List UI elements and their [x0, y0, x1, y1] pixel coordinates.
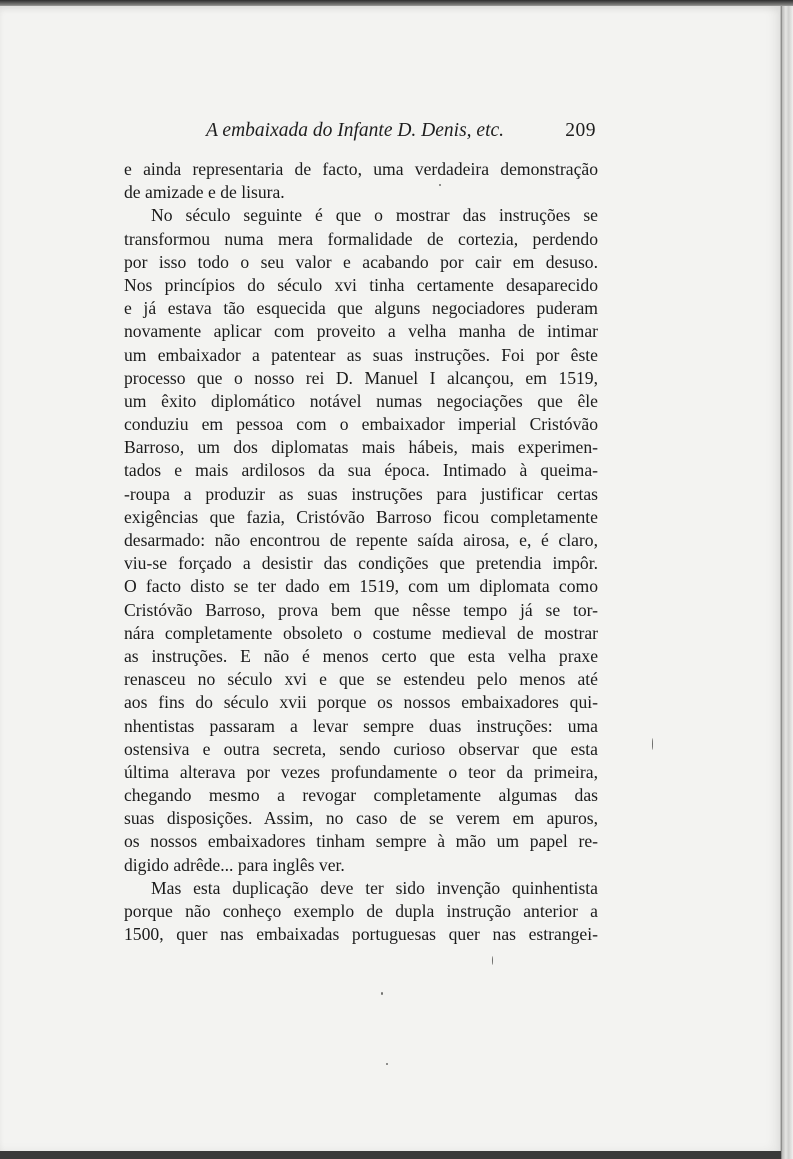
text-line: nhentistas passaram a levar sempre duas instruções: uma: [124, 715, 598, 736]
text-line: No século seguinte é que o mostrar das instruções se: [151, 205, 598, 226]
paper-speck: [381, 992, 383, 995]
text-line: um êxito diplomático notável numas negociações que êle: [124, 390, 598, 411]
text-line: suas disposições. Assim, no caso de se verem em apuros,: [124, 808, 598, 829]
text-line: conduziu em pessoa com o embaixador imperial Cristóvão: [124, 414, 598, 435]
text-line: digido adrêde... para inglês ver.: [124, 854, 345, 875]
text-line: as instruções. E não é menos certo que esta velha praxe: [124, 645, 598, 666]
text-line: processo que o nosso rei D. Manuel I alcançou, em 1519,: [124, 367, 598, 388]
text-line: e ainda representaria de facto, uma verdadeira demonstração: [124, 159, 598, 179]
text-line: Nos princípios do século xvi tinha certamente desaparecido: [124, 274, 598, 295]
text-line: exigências que fazia, Cristóvão Barroso ficou completamente: [124, 506, 598, 527]
text-line: transformou numa mera formalidade de cortezia, perdendo: [124, 228, 598, 249]
paper-speck: [652, 738, 653, 750]
text-line: os nossos embaixadores tinham sempre à mão um papel re-: [124, 831, 598, 852]
text-line: viu-se forçado a desistir das condições que pretendia impôr.: [124, 553, 598, 574]
text-line: de amizade e de lisura.: [124, 182, 285, 203]
text-line: um embaixador a patentear as suas instruções. Foi por êste: [124, 344, 598, 365]
text-line: nára completamente obsoleto o costume medieval de mostrar: [124, 622, 598, 643]
text-line: chegando mesmo a revogar completamente algumas das: [124, 785, 598, 806]
paragraph: [124, 158, 598, 204]
text-line: O facto disto se ter dado em 1519, com um diplomata como: [124, 576, 598, 597]
text-line: tados e mais ardilosos da sua época. Intimado à queima-: [124, 460, 598, 481]
text-line: por isso todo o seu valor e acabando por cair em desuso.: [124, 251, 598, 272]
page-fore-edge: [781, 6, 793, 1159]
text-line: desarmado: não encontrou de repente saída airosa, e, é claro,: [124, 530, 598, 550]
paper-speck: [492, 956, 493, 965]
text-line: -roupa a produzir as suas instruções para justificar certas: [124, 483, 598, 504]
paper-speck: [386, 1063, 388, 1065]
text-line: novamente aplicar com proveito a velha manha de intimar: [124, 321, 598, 342]
running-head: [124, 118, 598, 144]
paragraph: [124, 204, 598, 876]
text-line: e já estava tão esquecida que alguns negociadores puderam: [124, 298, 598, 319]
text-line: ostensiva e outra secreta, sendo curioso observar que esta: [124, 738, 598, 759]
paragraph: [124, 877, 598, 947]
text-line: renasceu no século xvi e que se estendeu pelo menos até: [124, 669, 598, 690]
text-line: última alterava por vezes profundamente o teor da primeira,: [124, 761, 598, 782]
page-number: 209: [565, 120, 596, 141]
text-line: 1500, quer nas embaixadas portuguesas quer nas estrangei-: [124, 924, 598, 945]
text-line: aos fins do século xvii porque os nossos embaixadores qui-: [124, 692, 598, 713]
text-line: Barroso, um dos diplomatas mais hábeis, mais experimen-: [124, 437, 598, 458]
text-line: Cristóvão Barroso, prova bem que nêsse tempo já se tor-: [124, 599, 598, 620]
text-body: [124, 158, 598, 946]
running-title: A embaixada do Infante D. Denis, etc.: [206, 120, 505, 141]
text-line: Mas esta duplicação deve ter sido invenção quinhentista: [151, 877, 598, 898]
text-line: porque não conheço exemplo de dupla instrução anterior a: [124, 901, 598, 921]
